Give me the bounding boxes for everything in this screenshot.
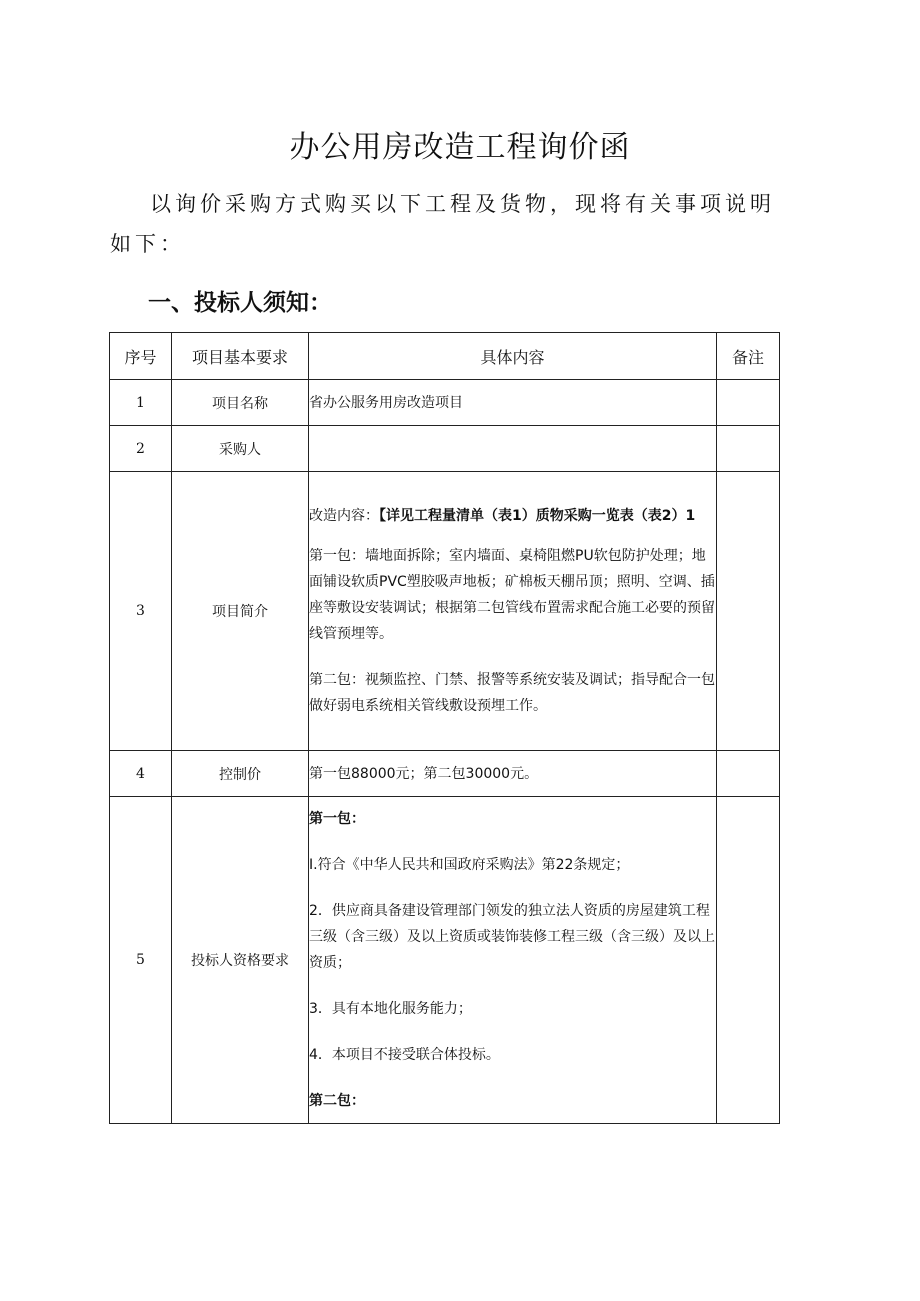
row-notes — [717, 472, 780, 751]
header-notes: 备注 — [717, 333, 780, 380]
table-row — [110, 472, 780, 751]
table-row — [110, 426, 780, 472]
package-1-scope: 第一包：墙地面拆除；室内墙面、桌椅阻燃PU软包防护处理；地面铺设软质PVC塑胶吸声地板；矿棉板天棚吊顶；照明、空调、插座等敷设安装调试；根据第二包管线布置需求配合施工必要的预留线管预埋等。 — [309, 548, 715, 642]
package-2-heading: 第二包： — [309, 1093, 365, 1109]
row-no: 5 — [110, 797, 172, 1124]
row-notes — [717, 797, 780, 1124]
requirements-table — [109, 332, 780, 1124]
row-no: 1 — [110, 380, 172, 426]
row-content: 省办公服务用房改造项目 — [309, 380, 717, 426]
row-no: 4 — [110, 751, 172, 797]
row-item: 控制价 — [172, 751, 309, 797]
row-content — [309, 472, 717, 751]
row-no: 3 — [110, 472, 172, 751]
row-notes — [717, 380, 780, 426]
header-item: 项目基本要求 — [172, 333, 309, 380]
project-intro-line — [309, 503, 716, 529]
table-header-row — [110, 333, 780, 380]
requirement-2: 2．供应商具备建设管理部门领发的独立法人资质的房屋建筑工程三级（含三级）及以上资质或装饰装修工程三级（含三级）及以上资质； — [309, 903, 715, 971]
table-row — [110, 380, 780, 426]
document-title: 办公用房改造工程询价函 — [289, 130, 631, 165]
row-content — [309, 797, 717, 1124]
row-item: 项目简介 — [172, 472, 309, 751]
row-content: 第一包88000元；第二包30000元。 — [309, 751, 717, 797]
row-no: 2 — [110, 426, 172, 472]
row-item: 采购人 — [172, 426, 309, 472]
table-row — [110, 797, 780, 1124]
row-notes — [717, 751, 780, 797]
header-content: 具体内容 — [309, 333, 717, 380]
row-notes — [717, 426, 780, 472]
package-1-heading: 第一包： — [309, 811, 365, 827]
requirement-1: I.符合《中华人民共和国政府采购法》第22条规定； — [309, 857, 630, 873]
package-2-scope: 第二包：视频监控、门禁、报警等系统安装及调试；指导配合一包做好弱电系统相关管线敷设预埋工作。 — [309, 672, 715, 714]
row-item: 项目名称 — [172, 380, 309, 426]
row-content — [309, 426, 717, 472]
intro-prefix: 改造内容： — [309, 508, 379, 524]
header-no: 序号 — [110, 333, 172, 380]
requirement-3: 3．具有本地化服务能力； — [309, 1001, 472, 1017]
table-row — [110, 751, 780, 797]
row-item: 投标人资格要求 — [172, 797, 309, 1124]
section-heading: 一、投标人须知： — [148, 290, 332, 316]
intro-reference: 【详见工程量清单（表1）质物采购一览表（表2）1 — [379, 508, 696, 524]
intro-paragraph: 以询价采购方式购买以下工程及货物，现将有关事项说明如下： — [110, 192, 775, 256]
requirement-4: 4．本项目不接受联合体投标。 — [309, 1047, 500, 1063]
